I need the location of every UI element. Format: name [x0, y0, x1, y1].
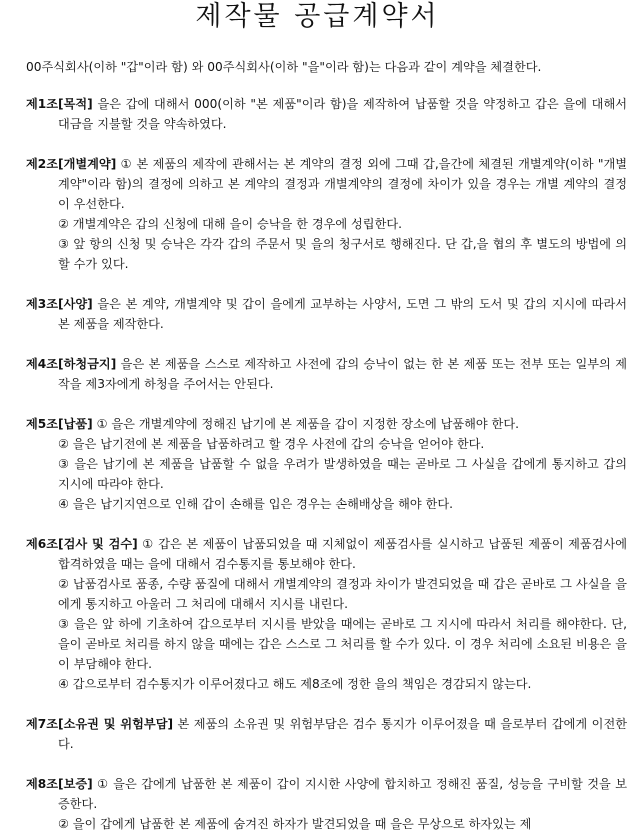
clause-paragraph: ④ 갑으로부터 검수통지가 이루어졌다고 해도 제8조에 정한 을의 책임은 경감되지 않는다. [58, 677, 532, 691]
document-title: 제작물 공급계약서 [195, 1, 440, 32]
clause-heading: 제5조[납품] [26, 417, 93, 431]
clause-heading: 제8조[보증] [26, 777, 93, 791]
intro-paragraph: 00주식회사(이하 "갑"이라 함) 와 00주식회사(이하 "을"이라 함)는 다음과 같이 계약을 체결한다. [26, 60, 542, 74]
clause-paragraph [26, 534, 627, 574]
clause-heading: 제2조[개별계약] [26, 157, 117, 171]
clause-text: ① 갑은 본 제품이 납품되었을 때 지체없이 제품검사를 실시하고 납품된 제품이 제품검사에 합격하였을 때는 을에 대해서 검수통지를 통보해야 한다. [58, 537, 627, 571]
clause-5 [26, 414, 627, 514]
clause-heading: 제3조[사양] [26, 297, 93, 311]
clause-text: ① 을은 개별계약에 정해진 납기에 본 제품을 갑이 지정한 장소에 납품해야 한다. [92, 417, 519, 431]
clause-2 [26, 154, 627, 274]
clause-paragraph [26, 294, 627, 334]
clause-1 [26, 94, 627, 134]
clause-4 [26, 354, 627, 394]
clause-paragraph [26, 94, 627, 134]
clause-6 [26, 534, 627, 694]
clause-paragraph [26, 414, 627, 434]
clause-3 [26, 294, 627, 334]
clause-heading: 제6조[검사 및 검수] [26, 537, 138, 551]
clause-heading: 제1조[목적] [26, 97, 93, 111]
clause-paragraph: ④ 을은 납기지연으로 인해 갑이 손해를 입은 경우는 손해배상을 해야 한다. [58, 497, 453, 511]
clause-heading: 제4조[하청금지] [26, 357, 117, 371]
clause-paragraph: ③ 을은 납기에 본 제품을 납품할 수 없을 우려가 발생하였을 때는 곧바로 그 사실을 갑에게 통지하고 갑의 지시에 따라야 한다. [58, 457, 627, 491]
clause-text: ① 을은 갑에게 납품한 본 제품이 갑이 지시한 사양에 합치하고 정해진 품질, 성능을 구비할 것을 보증한다. [58, 777, 627, 811]
clause-paragraph: ② 개별계약은 갑의 신청에 대해 을이 승낙을 한 경우에 성립한다. [58, 217, 402, 231]
clause-paragraph: ② 을이 갑에게 납품한 본 제품에 숨겨진 하자가 발견되었을 때 을은 무상으로 하자있는 제 [58, 817, 532, 831]
clause-paragraph [26, 714, 627, 754]
clause-paragraph: ② 을은 납기전에 본 제품을 납품하려고 할 경우 사전에 갑의 승낙을 얻어야 한다. [58, 437, 485, 451]
clause-paragraph: ③ 을은 앞 하에 기초하여 갑으로부터 지시를 받았을 때에는 곧바로 그 지시에 따라서 처리를 해야한다. 단, 을이 곧바로 처리를 하지 않을 때에는 갑은 스스로 그 처리를 할 수가 있다. 이 경우 처리에 소요된 비용은 을이 부담해야 한다. [58, 617, 627, 671]
clause-7 [26, 714, 627, 754]
clause-heading: 제7조[소유권 및 위험부담] [26, 717, 174, 731]
clause-text: 을은 본 제품을 스스로 제작하고 사전에 갑의 승낙이 없는 한 본 제품 또는 전부 또는 일부의 제작을 제3자에게 하청을 주어서는 안된다. [58, 357, 627, 391]
clause-text: 본 제품의 소유권 및 위험부담은 검수 통지가 이루어졌을 때 을로부터 갑에게 이전한다. [58, 717, 627, 751]
clause-8 [26, 774, 627, 834]
clause-text: 을은 본 계약, 개별계약 및 갑이 을에게 교부하는 사양서, 도면 그 밖의 도서 및 갑의 지시에 따라서 본 제품을 제작한다. [58, 297, 627, 331]
clause-text: ① 본 제품의 제작에 관해서는 본 계약의 결정 외에 그때 갑,을간에 체결된 개별계약(이하 "개별계약"이라 함)의 결정에 의하고 본 계약의 결정과 개별계약의 결정에 차이가 있을 경우는 개별 계약의 결정이 우선한다. [58, 157, 627, 211]
clause-paragraph [26, 774, 627, 814]
clause-paragraph [26, 154, 627, 214]
clause-text: 을은 갑에 대해서 000(이하 "본 제품"이라 함)을 제작하여 납품할 것을 약정하고 갑은 을에 대해서 대금을 지불할 것을 약속하였다. [58, 97, 627, 131]
clause-paragraph: ③ 앞 항의 신청 및 승낙은 각각 갑의 주문서 및 을의 청구서로 행해진다. 단 갑,을 협의 후 별도의 방법에 의할 수가 있다. [58, 237, 627, 271]
clause-paragraph [26, 354, 627, 394]
clause-paragraph: ② 납품검사로 품종, 수량 품질에 대해서 개별계약의 결정과 차이가 발견되었을 때 갑은 곧바로 그 사실을 을에게 통지하고 아울러 그 처리에 대해서 지시를 내린다. [58, 577, 627, 611]
